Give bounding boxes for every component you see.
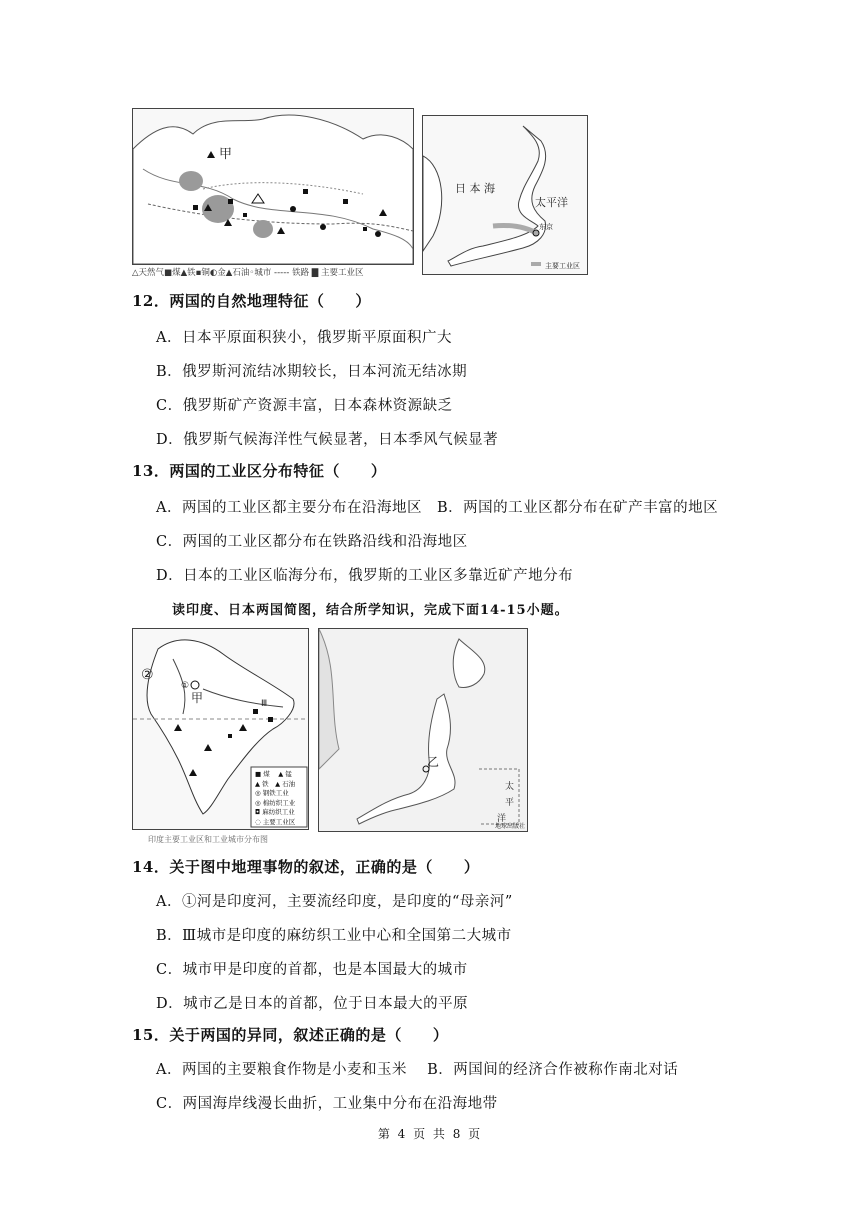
question-14-option-d: D．城市乙是日本的首都，位于日本最大的平原 xyxy=(156,996,469,1012)
question-12-option-b: B．俄罗斯河流结冰期较长，日本河流无结冰期 xyxy=(156,364,468,380)
question-14-stem: 14．关于图中地理事物的叙述，正确的是（ ） xyxy=(132,858,480,876)
japan-label-ping: 平 xyxy=(505,798,515,808)
india-legend-item: ■ 煤 ▲ 锰 xyxy=(255,770,292,778)
question-14-option-c: C．城市甲是印度的首都，也是本国最大的城市 xyxy=(156,962,468,978)
question-13-option-d: D．日本的工业区临海分布，俄罗斯的工业区多靠近矿产地分布 xyxy=(156,568,574,584)
question-15-option-c: C．两国海岸线漫长曲折，工业集中分布在沿海地带 xyxy=(156,1096,498,1112)
question-12-stem: 12．两国的自然地理特征（ ） xyxy=(132,292,371,310)
india-map-legend xyxy=(255,770,295,827)
india-legend-item: ◎ 钢铁工业 xyxy=(255,789,289,797)
japan-map-drawing xyxy=(319,629,527,831)
question-12-option-d: D．俄罗斯气候海洋性气候显著，日本季风气候显著 xyxy=(156,432,499,448)
india-label-2: ② xyxy=(141,667,154,683)
india-map xyxy=(132,628,309,830)
question-13-option-ab: A．两国的工业区都主要分布在沿海地区 B．两国的工业区都分布在矿产丰富的地区 xyxy=(156,500,719,516)
pacific-ocean-label: 太平洋 xyxy=(535,196,568,209)
page-footer: 第 4 页 共 8 页 xyxy=(377,1127,483,1141)
question-13-option-c: C．两国的工业区都分布在铁路沿线和沿海地区 xyxy=(156,534,468,550)
japan-map-legend: 主要工业区 xyxy=(545,262,580,270)
tokyo-label: 东京 xyxy=(539,223,553,231)
section-intro: 读印度、日本两国简图，结合所学知识，完成下面14-15小题。 xyxy=(172,603,569,618)
india-legend-item: ◌ 主要工业区 xyxy=(255,817,296,826)
question-12-option-a: A．日本平原面积狭小，俄罗斯平原面积广大 xyxy=(156,330,452,346)
india-label-3: Ⅲ xyxy=(261,699,268,709)
japan-industrial-map xyxy=(422,115,588,275)
russia-map-drawing xyxy=(133,109,413,264)
japan-map xyxy=(318,628,528,832)
question-13-stem: 13．两国的工业区分布特征（ ） xyxy=(132,462,387,480)
japan-label-yang: 洋 xyxy=(497,814,507,824)
japan-label-tai: 太 xyxy=(505,782,515,792)
japan-label-yi: 乙 xyxy=(427,755,440,769)
question-14-option-a: A．①河是印度河，主要流经印度，是印度的“母亲河” xyxy=(156,894,513,910)
question-14-option-b: B．Ⅲ城市是印度的麻纺织工业中心和全国第二大城市 xyxy=(156,928,512,944)
india-legend-item: ▲ 铁 ▲ 石油 xyxy=(255,779,296,788)
question-12-option-c: C．俄罗斯矿产资源丰富，日本森林资源缺乏 xyxy=(156,398,453,414)
india-label-1: ① xyxy=(181,681,190,691)
question-15-stem: 15．关于两国的异同，叙述正确的是（ ） xyxy=(132,1026,449,1044)
india-legend-item: ◘ 麻纺织工业 xyxy=(255,808,295,816)
japan-map-corner-text: 地球出版社 xyxy=(495,823,526,830)
russia-label-jia: 甲 xyxy=(219,147,233,162)
india-map-caption: 印度主要工业区和工业城市分布图 xyxy=(148,835,268,844)
india-legend-item: ◎ 棉纺织工业 xyxy=(255,798,296,807)
japan-sea-label: 日 本 海 xyxy=(455,182,495,195)
russia-map xyxy=(132,108,414,265)
india-label-jia: 甲 xyxy=(191,691,204,705)
russia-map-legend: △天然气■煤▲铁▪铜◐金▲石油◦城市 ----- 铁路 ▇ 主要工业区 xyxy=(132,268,364,278)
question-15-option-ab: A．两国的主要粮食作物是小麦和玉米 B．两国间的经济合作被称作南北对话 xyxy=(156,1062,679,1078)
